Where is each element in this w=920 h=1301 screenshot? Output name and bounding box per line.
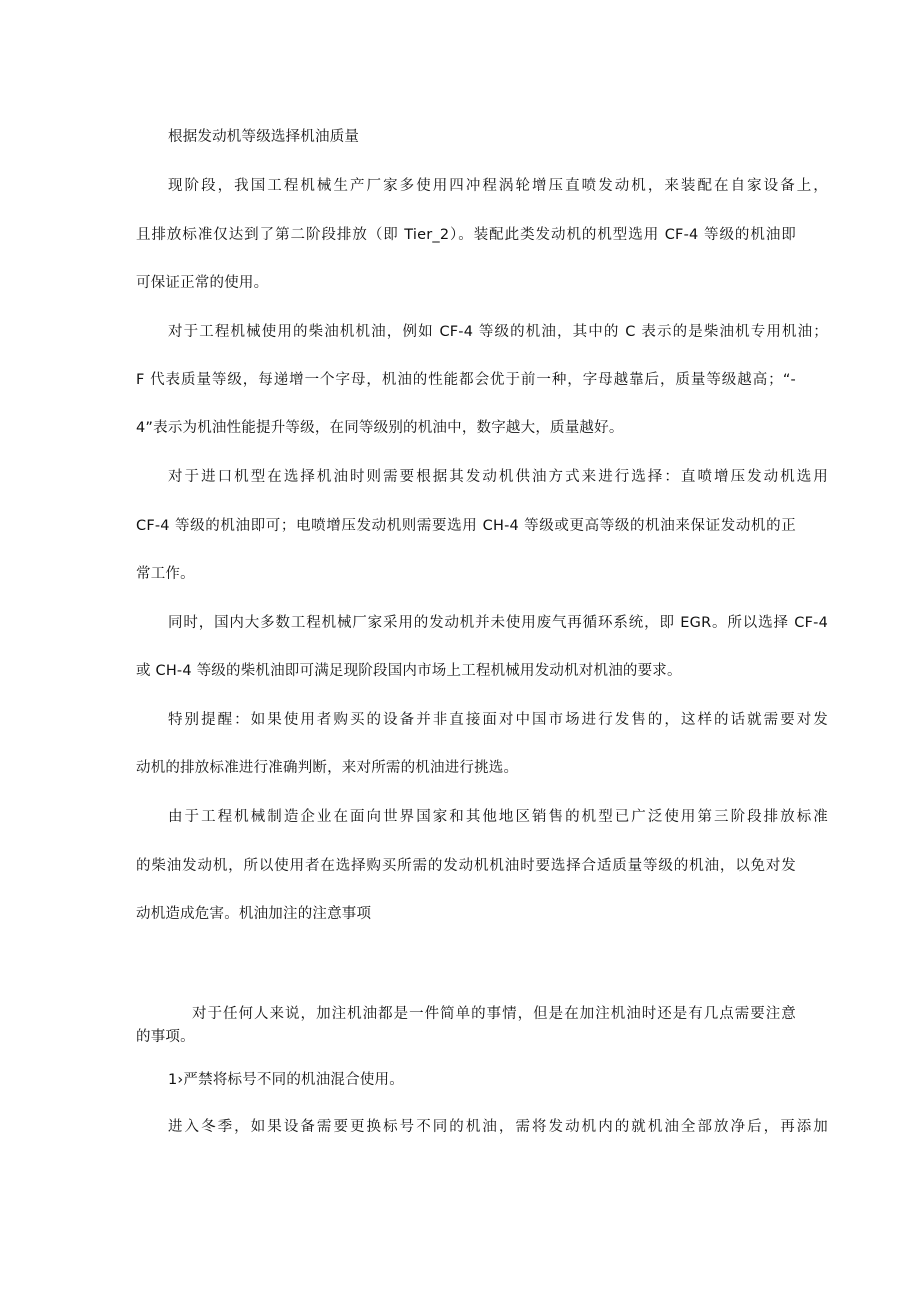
paragraph-line: 的柴油发动机，所以使用者在选择购买所需的发动机机油时要选择合适质量等级的机油，以免对发 <box>136 858 796 874</box>
paragraph-line: 或 CH-4 等级的柴机油即可满足现阶段国内市场上工程机械用发动机对机油的要求。 <box>136 663 682 679</box>
list-item: 1›严禁将标号不同的机油混合使用。 <box>168 1072 404 1088</box>
paragraph-line: 进入冬季，如果设备需要更换标号不同的机油，需将发动机内的就机油全部放净后，再添加 <box>168 1119 828 1135</box>
paragraph-line: 同时，国内大多数工程机械厂家采用的发动机并未使用废气再循环系统，即 EGR。所以选择 CF-4 <box>168 615 828 631</box>
paragraph-line: 由于工程机械制造企业在面向世界国家和其他地区销售的机型已广泛使用第三阶段排放标准 <box>168 809 828 825</box>
paragraph-line: 动机的排放标准进行准确判断，来对所需的机油进行挑选。 <box>136 760 519 776</box>
paragraph-line: CF-4 等级的机油即可；电喷增压发动机则需要选用 CH-4 等级或更高等级的机油来保证发动机的正 <box>136 518 796 534</box>
paragraph-line: 对于工程机械使用的柴油机机油，例如 CF-4 等级的机油，其中的 C 表示的是柴油机专用机油； <box>168 324 828 340</box>
paragraph-line: 动机造成危害。机油加注的注意事项 <box>136 906 372 922</box>
document-heading: 根据发动机等级选择机油质量 <box>168 129 360 145</box>
paragraph-line: 现阶段，我国工程机械生产厂家多使用四冲程涡轮增压直喷发动机，来装配在自家设备上， <box>168 178 828 194</box>
paragraph-line: 对于任何人来说，加注机油都是一件简单的事情，但是在加注机油时还是有几点需要注意 <box>192 1006 796 1022</box>
paragraph-line: F 代表质量等级，每递增一个字母，机油的性能都会优于前一种，字母越靠后，质量等级越高；“- <box>136 372 796 388</box>
paragraph-line: 可保证正常的使用。 <box>136 275 269 291</box>
paragraph-line: 的事项。 <box>136 1029 195 1045</box>
paragraph-line: 常工作。 <box>136 566 195 582</box>
paragraph-line: 4”表示为机油性能提升等级，在同等级别的机油中，数字越大，质量越好。 <box>136 420 624 436</box>
paragraph-line: 且排放标准仅达到了第二阶段排放（即 Tier_2）。装配此类发动机的机型选用 CF-4 等级的机油即 <box>136 227 796 243</box>
paragraph-line: 对于进口机型在选择机油时则需要根据其发动机供油方式来进行选择：直喷增压发动机选用 <box>168 469 828 485</box>
paragraph-line: 特别提醒：如果使用者购买的设备并非直接面对中国市场进行发售的，这样的话就需要对发 <box>168 712 828 728</box>
